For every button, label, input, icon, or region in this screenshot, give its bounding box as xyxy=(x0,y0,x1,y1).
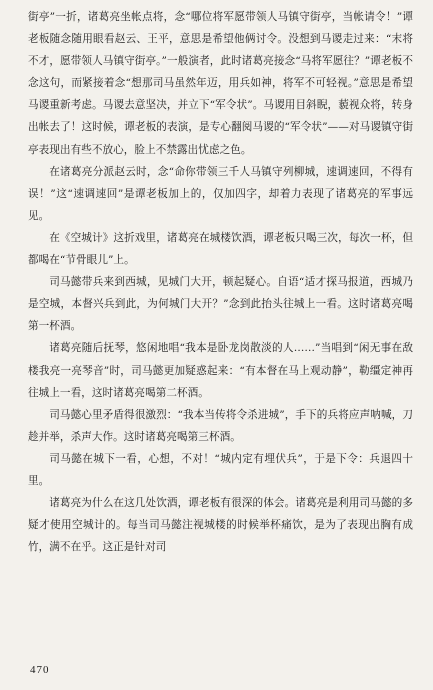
page-number: 470 xyxy=(30,664,50,676)
paragraph-7: 司马懿在城下一看，心想，不对！“城内定有埋伏兵”，于是下令：兵退四十里。 xyxy=(28,452,413,487)
paragraph-5: 诸葛亮随后抚琴，悠闲地唱“我本是卧龙岗散淡的人……”当唱到“闲无事在敌楼我亮一亮琴音”时，司马懿更加疑惑起来：“有本督在马上观动静”，勒缰定神再往城上一看，这时诸葛亮喝第二杯酒。 xyxy=(28,342,413,399)
book-page xyxy=(28,6,413,684)
paragraph-4: 司马懿带兵来到西城，见城门大开，顿起疑心。自语“适才探马报道，西城乃是空城，本督兴兵到此，为何城门大开？”念到此抬头往城上一看。这时诸葛亮喝第一杯酒。 xyxy=(28,276,413,333)
body-text xyxy=(28,6,413,558)
paragraph-3: 在《空城计》这折戏里，诸葛亮在城楼饮酒，谭老板只喝三次，每次一杯，但都喝在“节骨眼儿”上。 xyxy=(28,231,413,267)
paragraph-2: 在诸葛亮分派赵云时，念“命你带领三千人马镇守列柳城，速调速回，不得有误！”这“速调速回”是谭老板加上的，仅加四字，却着力表现了诸葛亮的军事远见。 xyxy=(28,165,413,222)
paragraph-1: 街亭”一折，诸葛亮坐帐点将，念“哪位将军愿带领人马镇守街亭，当帐请令！”谭老板随念随用眼看赵云、王平，意思是希望他俩讨令。没想到马谡走过来：“末将不才，愿带领人马镇守街亭。”一般演者，此时诸葛亮接念“马将军愿往？”谭老板不念这句，而紧接着念“想那司马虽然年迈，用兵如神，将军不可轻视。”意思是希望马谡重新考虑。马谡去意坚决，并立下“军令状”。马谡用目斜睨，藐视众将，转身出帐去了！这时候，谭老板的表演，是专心翻阅马谡的“军令状”——对马谡镇守街亭表现出有些不放心，脸上不禁露出忧虑之色。 xyxy=(28,11,413,156)
paragraph-8: 诸葛亮为什么在这几处饮酒，谭老板有很深的体会。诸葛亮是利用司马懿的多疑才使用空城计的。每当司马懿注视城楼的时候举杯痛饮，是为了表现出胸有成竹，满不在乎。这正是针对司 xyxy=(28,497,413,554)
paragraph-6: 司马懿心里矛盾得很激烈：“我本当传将令杀进城”，手下的兵将应声呐喊，刀趁并举，杀声大作。这时诸葛亮喝第三杯酒。 xyxy=(28,408,413,443)
